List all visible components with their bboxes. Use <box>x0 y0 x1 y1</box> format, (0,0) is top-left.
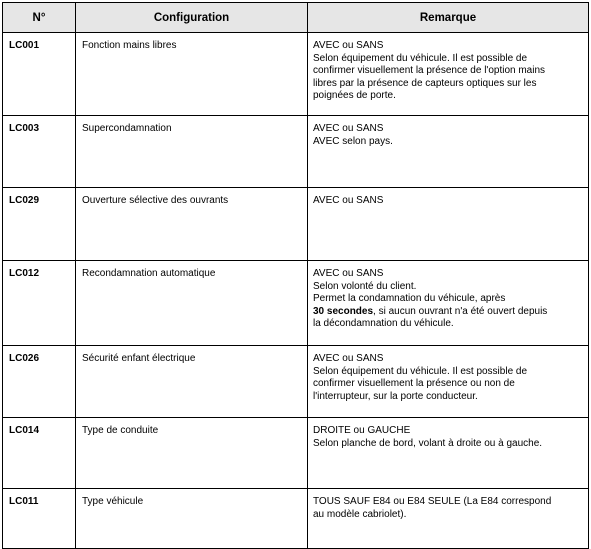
remark-line: Permet la condamnation du véhicule, après <box>313 293 506 305</box>
header-num: N° <box>3 3 76 33</box>
remark-line: libres par la présence de capteurs optiques sur les <box>313 77 537 89</box>
remark-line: AVEC ou SANS <box>313 195 384 206</box>
row-remark <box>308 188 589 261</box>
row-configuration: Type de conduite <box>76 418 308 489</box>
remark-line: AVEC ou SANS <box>313 268 384 279</box>
row-code: LC026 <box>3 346 76 418</box>
row-configuration: Type véhicule <box>76 489 308 549</box>
remark-line: l'interrupteur, sur la porte conducteur. <box>313 390 478 402</box>
remark-line: Selon volonté du client. <box>313 280 417 292</box>
row-configuration: Ouverture sélective des ouvrants <box>76 188 308 261</box>
row-configuration: Supercondamnation <box>76 116 308 188</box>
row-code: LC014 <box>3 418 76 489</box>
row-code: LC011 <box>3 489 76 549</box>
remark-line: AVEC ou SANS <box>313 40 384 51</box>
row-remark <box>308 33 589 116</box>
remark-line-mixed <box>313 306 582 319</box>
remark-text: , si aucun ouvrant n'a été ouvert depuis <box>373 305 548 317</box>
remark-line: Selon planche de bord, volant à droite ou à gauche. <box>313 437 543 449</box>
row-remark <box>308 116 589 188</box>
remark-line: confirmer visuellement la présence ou non de <box>313 378 515 390</box>
remark-line: Selon équipement du véhicule. Il est possible de <box>313 365 528 377</box>
remark-line: AVEC ou SANS <box>313 123 384 134</box>
remark-line: AVEC ou SANS <box>313 353 384 364</box>
table-row <box>3 346 589 418</box>
remark-line: Selon équipement du véhicule. Il est possible de <box>313 52 528 64</box>
remark-line: AVEC selon pays. <box>313 135 393 147</box>
row-configuration: Recondamnation automatique <box>76 261 308 346</box>
row-remark <box>308 346 589 418</box>
row-remark <box>308 489 589 549</box>
table-row <box>3 261 589 346</box>
table-row <box>3 33 589 116</box>
remark-line: confirmer visuellement la présence de l'option mains <box>313 65 546 77</box>
remark-line: TOUS SAUF E84 ou E84 SEULE (La E84 correspond <box>313 496 552 507</box>
table-row <box>3 489 589 549</box>
remark-bold-text: 30 secondes <box>313 305 374 317</box>
header-configuration: Configuration <box>76 3 308 33</box>
row-configuration: Sécurité enfant électrique <box>76 346 308 418</box>
row-code: LC012 <box>3 261 76 346</box>
table-row <box>3 116 589 188</box>
configuration-table <box>2 2 589 549</box>
remark-line: DROITE ou GAUCHE <box>313 425 411 436</box>
row-code: LC001 <box>3 33 76 116</box>
row-code: LC029 <box>3 188 76 261</box>
table-row <box>3 418 589 489</box>
row-remark <box>308 261 589 346</box>
table-row <box>3 188 589 261</box>
remark-line: la décondamnation du véhicule. <box>313 318 454 330</box>
remark-line: poignées de porte. <box>313 90 396 102</box>
row-configuration: Fonction mains libres <box>76 33 308 116</box>
table-header-row <box>3 3 589 33</box>
row-remark <box>308 418 589 489</box>
header-remarque: Remarque <box>308 3 589 33</box>
remark-line: au modèle cabriolet). <box>313 508 407 520</box>
row-code: LC003 <box>3 116 76 188</box>
